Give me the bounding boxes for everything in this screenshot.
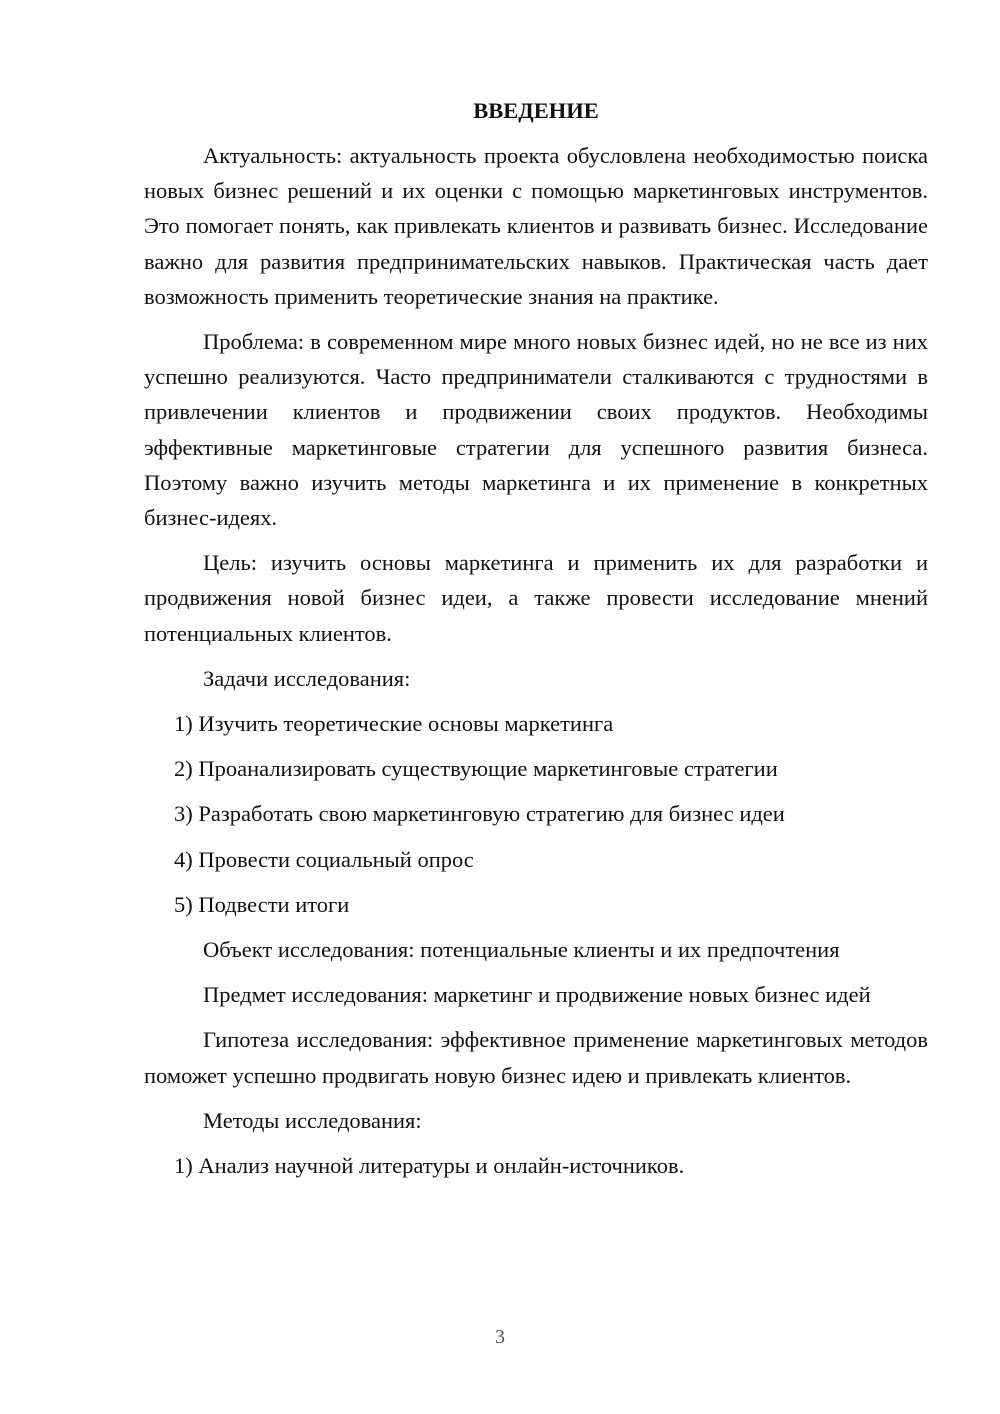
subject-paragraph: Предмет исследования: маркетинг и продвижение новых бизнес идей xyxy=(203,982,871,1008)
goal-paragraph: Цель: изучить основы маркетинга и применить их для разработки и продвижения новой бизнес идеи, а также провести исследование мнений потенциальных клиентов. xyxy=(144,550,928,646)
list-item: 1) Анализ научной литературы и онлайн-источников. xyxy=(174,1153,685,1179)
section-title: ВВЕДЕНИЕ xyxy=(473,98,599,123)
list-item: 5) Подвести итоги xyxy=(174,891,350,917)
list-item: 1) Изучить теоретические основы маркетинга xyxy=(174,711,614,737)
methods-heading: Методы исследования: xyxy=(203,1107,422,1133)
hypothesis-paragraph: Гипотеза исследования: эффективное применение маркетинговых методов поможет успешно продвигать новую бизнес идею и привлекать клиентов. xyxy=(144,1027,928,1088)
relevance-paragraph: Актуальность: актуальность проекта обусловлена необходимостью поиска новых бизнес решений и их оценки с помощью маркетинговых инструментов. Это помогает понять, как привлекать клиентов и развивать бизнес. Исследование важно для развития предпринимательских навыков. Практическая часть дает возможность применить теоретические знания на практике. xyxy=(144,143,928,309)
tasks-list xyxy=(144,706,928,922)
list-item: 3) Разработать свою маркетинговую стратегию для бизнес идеи xyxy=(174,801,785,827)
list-item: 2) Проанализировать существующие маркетинговые стратегии xyxy=(174,756,778,782)
object-paragraph: Объект исследования: потенциальные клиенты и их предпочтения xyxy=(203,937,840,963)
page-number: 3 xyxy=(495,1326,505,1348)
methods-list xyxy=(144,1148,928,1183)
tasks-heading: Задачи исследования: xyxy=(203,665,411,691)
list-item: 4) Провести социальный опрос xyxy=(174,846,474,872)
problem-paragraph: Проблема: в современном мире много новых бизнес идей, но не все из них успешно реализуются. Часто предприниматели сталкиваются с трудностями в привлечении клиентов и продвижении своих продуктов. Необходимы эффективные маркетинговые стратегии для успешного развития бизнеса. Поэтому важно изучить методы маркетинга и их применение в конкретных бизнес-идеях. xyxy=(144,329,928,531)
